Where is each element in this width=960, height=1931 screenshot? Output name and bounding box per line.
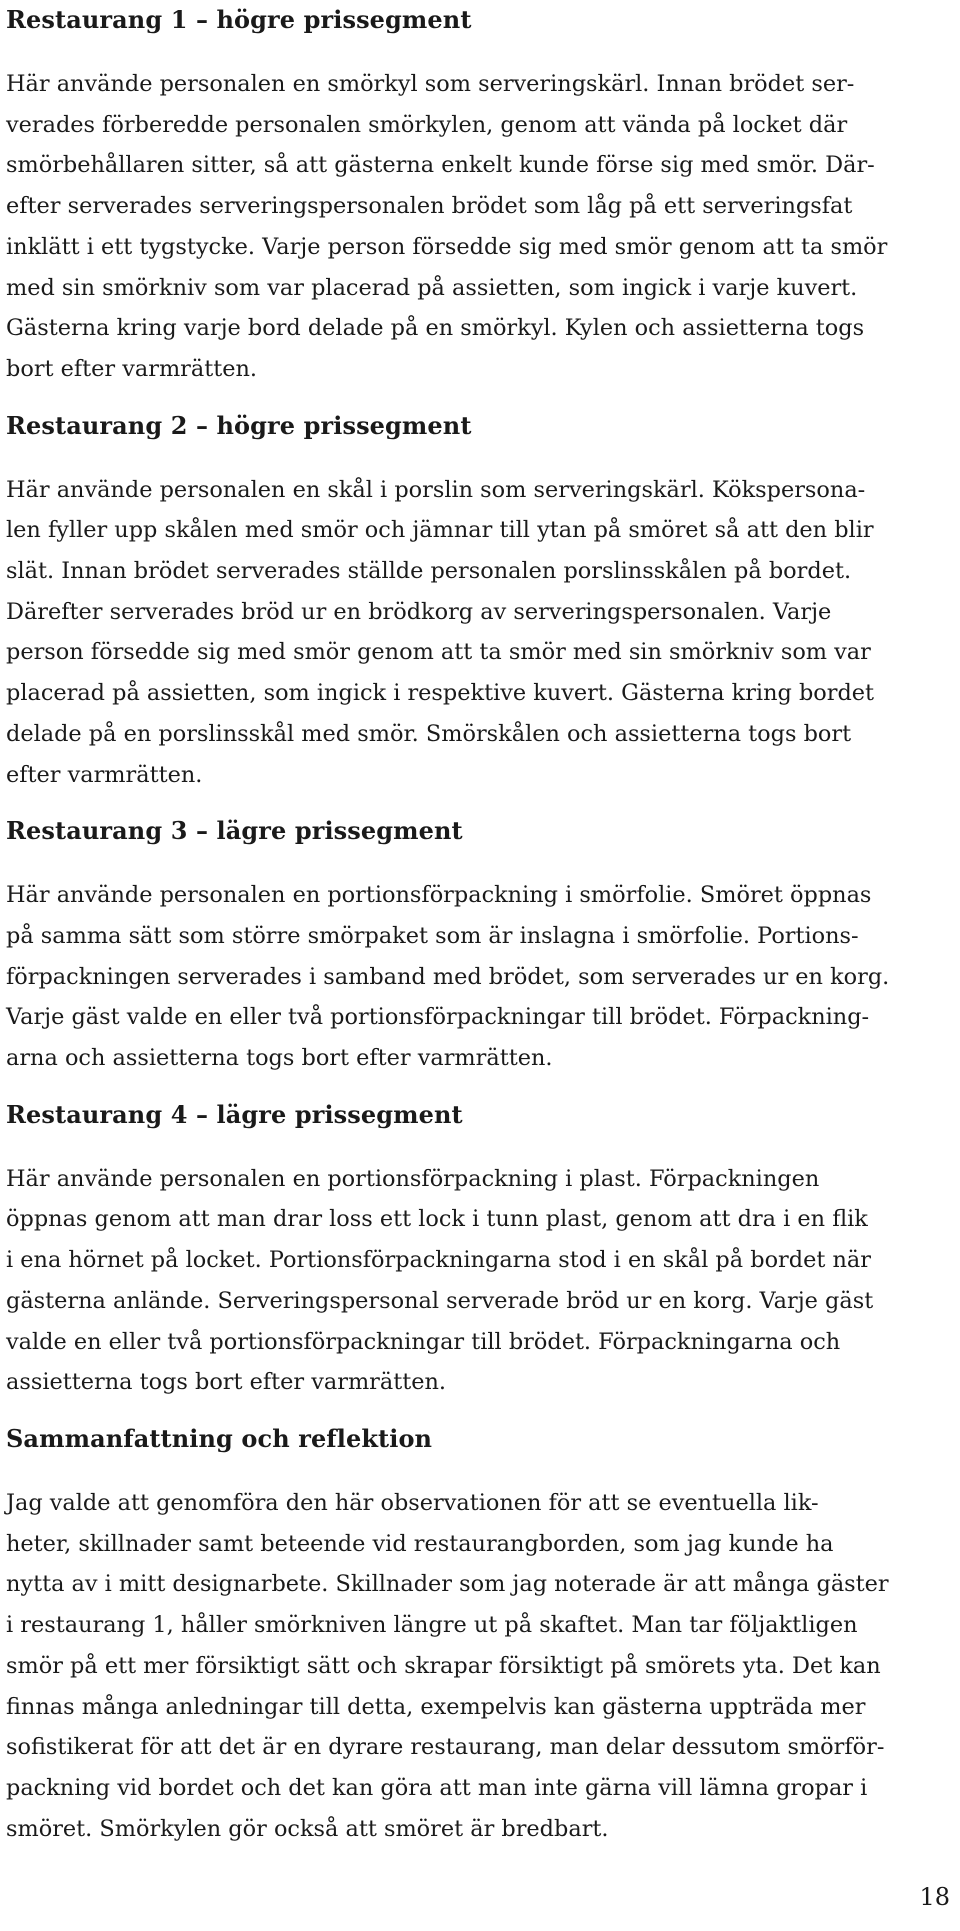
section-heading: Restaurang 1 – högre prissegment [6, 5, 472, 34]
spacer [6, 1135, 952, 1159]
spacer [6, 390, 952, 406]
paragraph-line: efter serverades serveringspersonalen brödet som låg på ett serveringsfat [6, 193, 853, 220]
paragraph-line: gästerna anlände. Serveringspersonal serverade bröd ur en korg. Varje gäst [6, 1287, 874, 1314]
paragraph-line: förpackningen serverades i samband med brödet, som serverades ur en korg. [6, 963, 890, 990]
paragraph-line: Gästerna kring varje bord delade på en smörkyl. Kylen och assietterna togs [6, 315, 865, 342]
section-paragraph [6, 1483, 952, 1849]
paragraph-line: i ena hörnet på locket. Portionsförpackningarna stod i en skål på bordet när [6, 1247, 871, 1274]
spacer [6, 446, 952, 470]
spacer [6, 795, 952, 811]
paragraph-line: slät. Innan brödet serverades ställde personalen porslinsskålen på bordet. [6, 558, 852, 585]
paragraph-line: len fyller upp skålen med smör och jämnar till ytan på smöret så att den blir [6, 517, 874, 544]
section-paragraph [6, 64, 952, 390]
paragraph-line: nytta av i mitt designarbete. Skillnader som jag noterade är att många gäster [6, 1571, 889, 1598]
spacer [6, 1079, 952, 1095]
paragraph-line: Därefter serverades bröd ur en brödkorg av serveringspersonalen. Varje [6, 598, 832, 625]
spacer [6, 40, 952, 64]
paragraph-line: inklätt i ett tygstycke. Varje person försedde sig med smör genom att ta smör [6, 233, 888, 260]
paragraph-line: arna och assietterna togs bort efter varmrätten. [6, 1045, 553, 1072]
paragraph-line: Här använde personalen en portionsförpackning i plast. Förpackningen [6, 1165, 820, 1192]
paragraph-line: packning vid bordet och det kan göra att man inte gärna vill lämna gropar i [6, 1774, 868, 1801]
paragraph-line: placerad på assietten, som ingick i respektive kuvert. Gästerna kring bordet [6, 680, 875, 707]
section-paragraph [6, 875, 952, 1079]
paragraph-line: Varje gäst valde en eller två portionsförpackningar till brödet. Förpackning- [6, 1004, 870, 1031]
section-heading: Restaurang 2 – högre prissegment [6, 410, 472, 440]
paragraph-line: med sin smörkniv som var placerad på assietten, som ingick i varje kuvert. [6, 274, 858, 301]
paragraph-line: person försedde sig med smör genom att ta smör med sin smörkniv som var [6, 639, 871, 666]
paragraph-line: delade på en porslinsskål med smör. Smörskålen och assietterna togs bort [6, 720, 852, 747]
paragraph-line: efter varmrätten. [6, 761, 203, 788]
section-paragraph [6, 1159, 952, 1403]
document-page [6, 0, 952, 1865]
page-number: 18 [919, 1883, 950, 1911]
paragraph-line: valde en eller två portionsförpackningar till brödet. Förpackningarna och [6, 1328, 841, 1355]
spacer [6, 1459, 952, 1483]
section-heading: Restaurang 4 – lägre prissegment [6, 1099, 463, 1129]
paragraph-line: assietterna togs bort efter varmrätten. [6, 1369, 447, 1396]
section-heading: Sammanfattning och reflektion [6, 1423, 433, 1453]
paragraph-line: Här använde personalen en smörkyl som serveringskärl. Innan brödet ser- [6, 71, 855, 97]
paragraph-line: öppnas genom att man drar loss ett lock i tunn plast, genom att dra i en flik [6, 1206, 868, 1233]
paragraph-line: Här använde personalen en skål i porslin som serveringskärl. Kökspersona- [6, 476, 866, 503]
paragraph-line: Här använde personalen en portionsförpackning i smörfolie. Smöret öppnas [6, 882, 872, 909]
paragraph-line: finnas många anledningar till detta, exempelvis kan gästerna uppträda mer [6, 1693, 866, 1720]
paragraph-line: smör på ett mer försiktigt sätt och skrapar försiktigt på smörets yta. Det kan [6, 1652, 881, 1679]
paragraph-line: sofistikerat för att det är en dyrare restaurang, man delar dessutom smörför- [6, 1734, 885, 1761]
spacer [6, 1849, 952, 1865]
spacer [6, 851, 952, 875]
section-heading: Restaurang 3 – lägre prissegment [6, 816, 463, 846]
paragraph-line: på samma sätt som större smörpaket som är inslagna i smörfolie. Portions- [6, 922, 859, 949]
paragraph-line: bort efter varmrätten. [6, 355, 258, 382]
paragraph-line: Jag valde att genomföra den här observationen för att se eventuella lik- [6, 1489, 819, 1516]
paragraph-line: heter, skillnader samt beteende vid restaurangborden, som jag kunde ha [6, 1530, 834, 1557]
paragraph-line: verades förberedde personalen smörkylen, genom att vända på locket där [6, 111, 848, 138]
spacer [6, 1403, 952, 1419]
section-paragraph [6, 470, 952, 796]
paragraph-line: i restaurang 1, håller smörkniven längre ut på skaftet. Man tar följaktligen [6, 1612, 858, 1639]
paragraph-line: smörbehållaren sitter, så att gästerna enkelt kunde förse sig med smör. Där- [6, 152, 875, 179]
paragraph-line: smöret. Smörkylen gör också att smöret är bredbart. [6, 1815, 609, 1842]
